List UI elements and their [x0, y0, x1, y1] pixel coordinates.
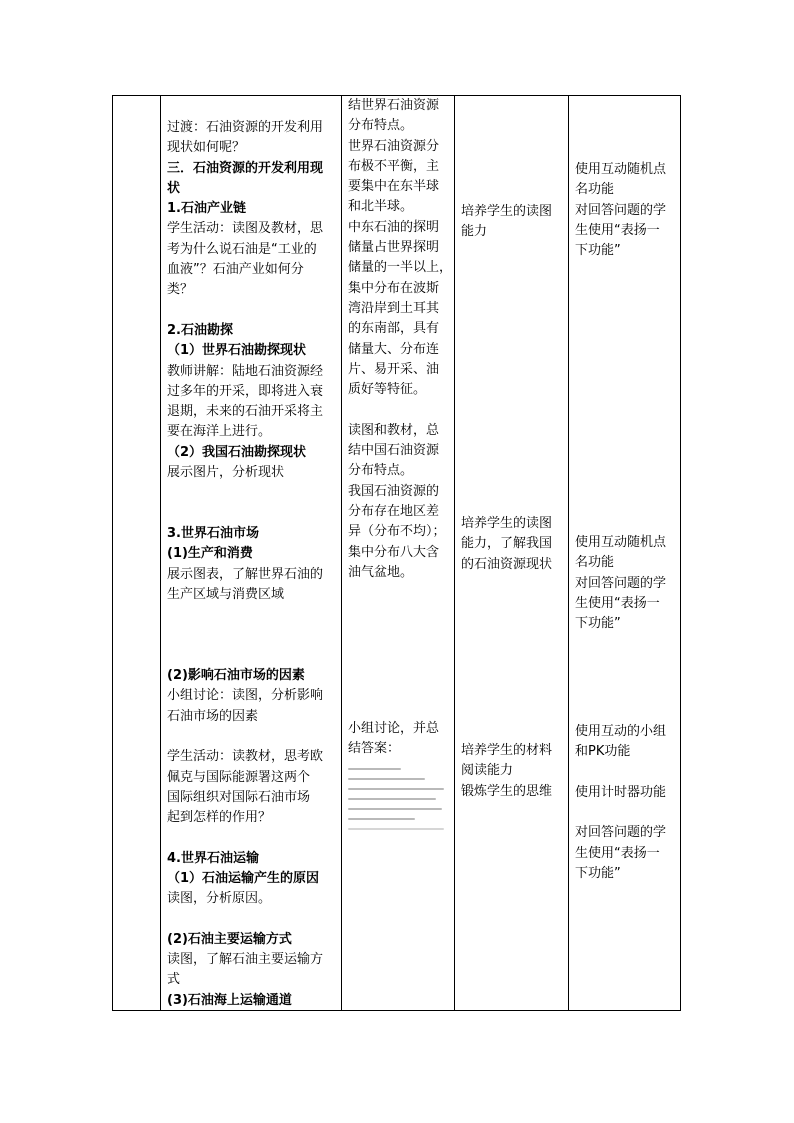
text-line: （2）我国石油勘探现状: [167, 444, 307, 460]
student-activity-column: [348, 96, 454, 583]
text-line: 使用互动随机点: [575, 535, 667, 550]
text-line: 结世界石油资源: [348, 98, 440, 113]
column-divider: [568, 96, 569, 1010]
text-line: 读图，分析原因。: [167, 891, 272, 907]
text-line: 分布存在地区差: [348, 503, 440, 519]
text-line: 现状如何呢？: [167, 140, 246, 156]
text-line: 集中分布在波斯: [348, 280, 440, 296]
text-line: (2)石油主要运输方式: [167, 931, 292, 947]
text-line: 对回答问题的学: [575, 575, 667, 591]
text-line: [575, 763, 681, 783]
text-line: 能力，了解我国: [461, 536, 553, 552]
text-line: 类？: [167, 282, 194, 298]
text-line: 起到怎样的作用？: [167, 810, 272, 826]
text-line: 状: [167, 180, 181, 196]
text-line: [167, 625, 339, 645]
lesson-plan-table: [112, 95, 681, 1011]
text-line: 锻炼学生的思维: [461, 783, 553, 799]
design-intent-cell-2: [461, 514, 567, 575]
text-line: 培养学生的读图: [461, 204, 553, 219]
column-divider: [341, 96, 342, 1010]
text-line: 血液”？石油产业如何分: [167, 262, 304, 278]
text-line: 小组讨论：读图，分析影响: [167, 688, 324, 704]
text-line: [167, 301, 339, 321]
design-intent-cell-3: [461, 741, 567, 802]
text-line: 储量大、分布连: [348, 341, 440, 357]
text-line: 油气盆地。: [348, 564, 414, 580]
text-line: 对回答问题的学: [575, 825, 667, 841]
text-line: 储量的一半以上，: [348, 260, 453, 276]
text-line: 使用互动的小组: [575, 724, 667, 739]
text-line: [167, 910, 339, 930]
text-line: [167, 646, 339, 666]
text-line: [167, 483, 339, 503]
text-line: 质好等特征。: [348, 382, 427, 398]
text-line: 和PK功能: [575, 744, 631, 760]
text-line: 1.石油产业链: [167, 201, 246, 217]
text-line: 3.世界石油市场: [167, 525, 259, 541]
text-line: 2.石油勘探: [167, 322, 233, 338]
text-line: 读图和教材，总: [348, 422, 440, 438]
text-line: 小组讨论，并总: [348, 721, 440, 736]
text-line: 集中分布八大含: [348, 544, 440, 560]
student-activity-column-lower: [348, 719, 454, 838]
text-line: 展示图片，分析现状: [167, 465, 285, 481]
text-line: 考为什么说石油是“工业的: [167, 241, 317, 257]
text-line: 4.世界石油运输: [167, 850, 259, 866]
text-line: 佩克与国际能源署这两个: [167, 769, 311, 785]
text-line: 过多年的开采，即将进入衰: [167, 383, 324, 399]
text-line: 下功能”: [575, 243, 621, 259]
tech-use-cell-3: [575, 722, 681, 884]
text-line: 的石油资源现状: [461, 556, 553, 572]
text-line: 退期，未来的石油开采将主: [167, 404, 324, 420]
text-line: [348, 400, 454, 420]
text-line: 要在海洋上进行。: [167, 424, 272, 440]
text-line: 生产区域与消费区域: [167, 586, 285, 602]
text-line: (1)生产和消费: [167, 546, 253, 562]
text-line: [167, 727, 339, 747]
text-line: (3)石油海上运输通道: [167, 992, 292, 1008]
text-line: 的东南部，具有: [348, 321, 440, 337]
teaching-process-column: [167, 118, 339, 1011]
text-line: 培养学生的读图: [461, 516, 553, 531]
column-divider: [160, 96, 161, 1010]
text-line: 结中国石油资源: [348, 443, 440, 459]
text-line: 读图，了解石油主要运输方: [167, 952, 324, 968]
text-line: 国际组织对国际石油市场: [167, 789, 311, 805]
text-line: 石油市场的因素: [167, 708, 259, 724]
text-line: 片、易开采、油: [348, 361, 440, 377]
design-intent-cell-1: [461, 202, 567, 243]
text-line: 中东石油的探明: [348, 219, 440, 235]
text-line: 我国石油资源的: [348, 483, 440, 499]
text-line: 要集中在东半球: [348, 179, 440, 195]
text-line: 三．石油资源的开发利用现: [167, 160, 324, 176]
text-line: 展示图表，了解世界石油的: [167, 566, 324, 582]
text-line: 分布特点。: [348, 463, 414, 479]
text-line: 布极不平衡，主: [348, 158, 440, 174]
answer-thumbnail-image: [348, 768, 444, 830]
text-line: 培养学生的材料: [461, 743, 553, 758]
text-line: [575, 803, 681, 823]
text-line: 使用计时器功能: [575, 784, 667, 800]
text-line: 储量占世界探明: [348, 240, 440, 256]
text-line: 学生活动：读图及教材，思: [167, 221, 324, 237]
text-line: [167, 828, 339, 848]
text-line: [167, 504, 339, 524]
tech-use-cell-2: [575, 533, 681, 634]
text-line: 能力: [461, 224, 488, 240]
text-line: 学生活动：读教材，思考欧: [167, 749, 324, 765]
text-line: [167, 605, 339, 625]
text-line: 阅读能力: [461, 763, 514, 779]
text-line: 生使用“表扬一: [575, 845, 660, 861]
text-line: 名功能: [575, 555, 615, 571]
text-line: 教师讲解：陆地石油资源经: [167, 363, 324, 379]
text-line: 分布特点。: [348, 118, 414, 134]
text-line: 异（分布不均）；: [348, 524, 446, 540]
text-line: 结答案：: [348, 741, 401, 757]
text-line: 使用互动随机点: [575, 162, 667, 177]
text-line: 湾沿岸到土耳其: [348, 300, 440, 316]
text-line: 下功能”: [575, 866, 621, 882]
text-line: （1）石油运输产生的原因: [167, 870, 320, 886]
text-line: 下功能”: [575, 616, 621, 632]
text-line: （1）世界石油勘探现状: [167, 343, 307, 359]
text-line: (2)影响石油市场的因素: [167, 668, 305, 684]
text-line: 世界石油资源分: [348, 138, 440, 154]
text-line: 式: [167, 972, 181, 988]
text-line: 和北半球。: [348, 199, 414, 215]
text-line: 名功能: [575, 182, 615, 198]
text-line: 生使用“表扬一: [575, 222, 660, 238]
text-line: 对回答问题的学: [575, 202, 667, 218]
text-line: 生使用“表扬一: [575, 595, 660, 611]
text-line: 过渡：石油资源的开发利用: [167, 120, 324, 135]
tech-use-cell-1: [575, 160, 681, 261]
column-divider: [454, 96, 455, 1010]
